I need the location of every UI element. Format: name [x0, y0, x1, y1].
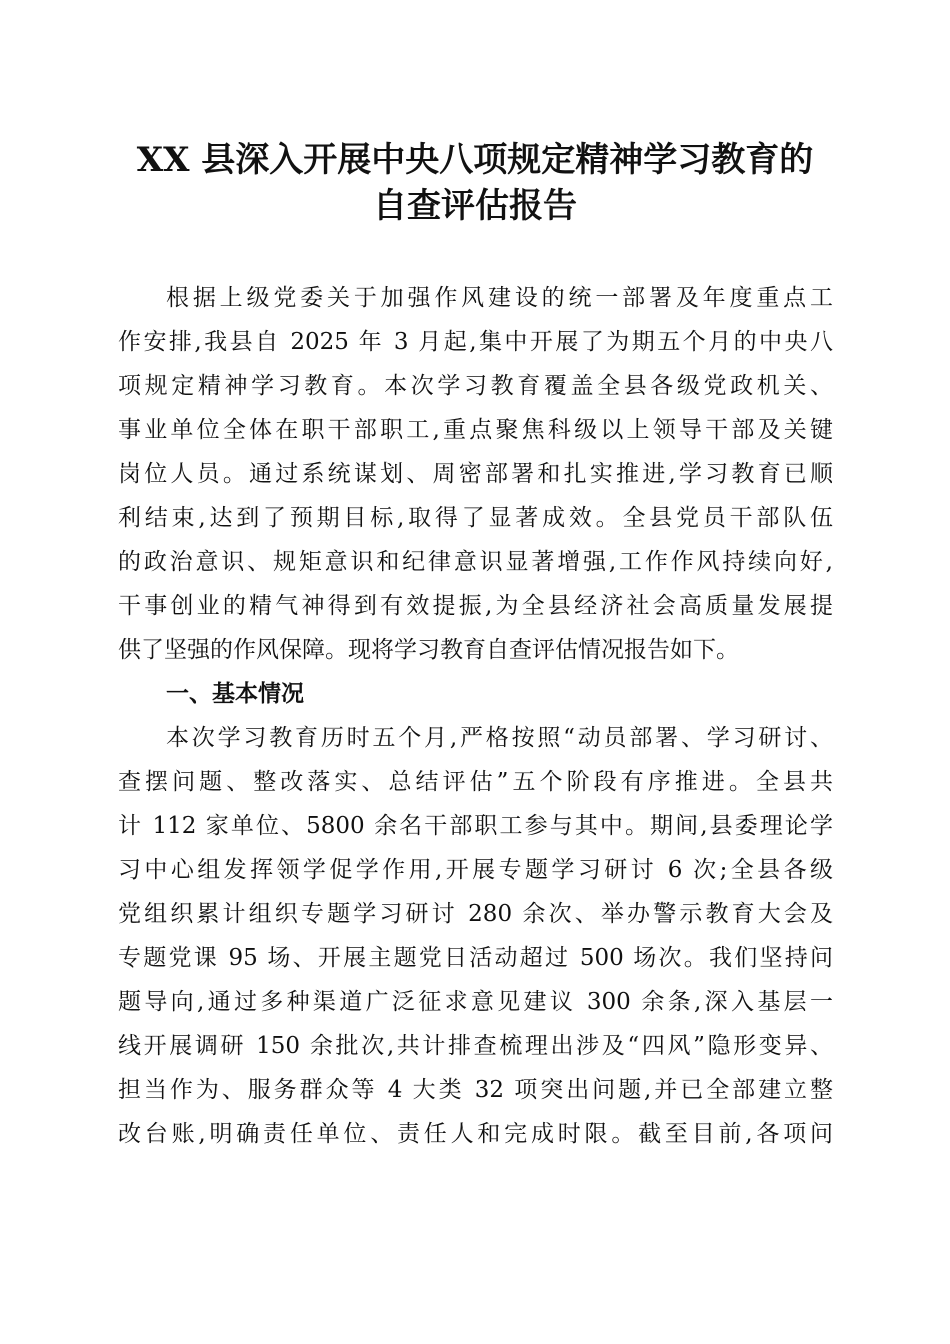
paragraph-2-line: 线开展调研 150 余批次,共计排查梳理出涉及“四风”隐形变异、	[118, 1033, 833, 1059]
paragraph-2-line: 本次学习教育历时五个月,严格按照“动员部署、学习研讨、	[166, 725, 833, 751]
section-heading: 一、基本情况	[166, 681, 304, 707]
paragraph-1-line: 利结束,达到了预期目标,取得了显著成效。全县党员干部队伍	[118, 505, 833, 531]
paragraph-1-line: 根据上级党委关于加强作风建设的统一部署及年度重点工	[166, 285, 833, 311]
paragraph-1-line: 岗位人员。通过系统谋划、周密部署和扎实推进,学习教育已顺	[118, 461, 833, 487]
document-title-line-2: 自查评估报告	[373, 186, 577, 226]
paragraph-2-line: 查摆问题、整改落实、总结评估”五个阶段有序推进。全县共	[118, 769, 833, 795]
paragraph-1-line: 事业单位全体在职干部职工,重点聚焦科级以上领导干部及关键	[118, 417, 833, 443]
paragraph-2-line: 计 112 家单位、5800 余名干部职工参与其中。期间,县委理论学	[118, 813, 833, 839]
paragraph-2-line: 党组织累计组织专题学习研讨 280 余次、举办警示教育大会及	[118, 901, 833, 927]
paragraph-2-line: 题导向,通过多种渠道广泛征求意见建议 300 余条,深入基层一	[118, 989, 833, 1015]
paragraph-2-line: 改台账,明确责任单位、责任人和完成时限。截至目前,各项问	[118, 1121, 833, 1147]
paragraph-1-line: 供了坚强的作风保障。现将学习教育自查评估情况报告如下。	[118, 637, 739, 663]
paragraph-2-line: 担当作为、服务群众等 4 大类 32 项突出问题,并已全部建立整	[118, 1077, 833, 1103]
paragraph-1-line: 的政治意识、规矩意识和纪律意识显著增强,工作作风持续向好,	[118, 549, 833, 575]
paragraph-1-line: 作安排,我县自 2025 年 3 月起,集中开展了为期五个月的中央八	[118, 329, 833, 355]
document-title-line-1: XX 县深入开展中央八项规定精神学习教育的	[136, 140, 814, 180]
paragraph-2-line: 专题党课 95 场、开展主题党日活动超过 500 场次。我们坚持问	[118, 945, 833, 971]
paragraph-1-line: 干事创业的精气神得到有效提振,为全县经济社会高质量发展提	[118, 593, 833, 619]
paragraph-2-line: 习中心组发挥领学促学作用,开展专题学习研讨 6 次;全县各级	[118, 857, 833, 883]
paragraph-1-line: 项规定精神学习教育。本次学习教育覆盖全县各级党政机关、	[118, 373, 833, 399]
